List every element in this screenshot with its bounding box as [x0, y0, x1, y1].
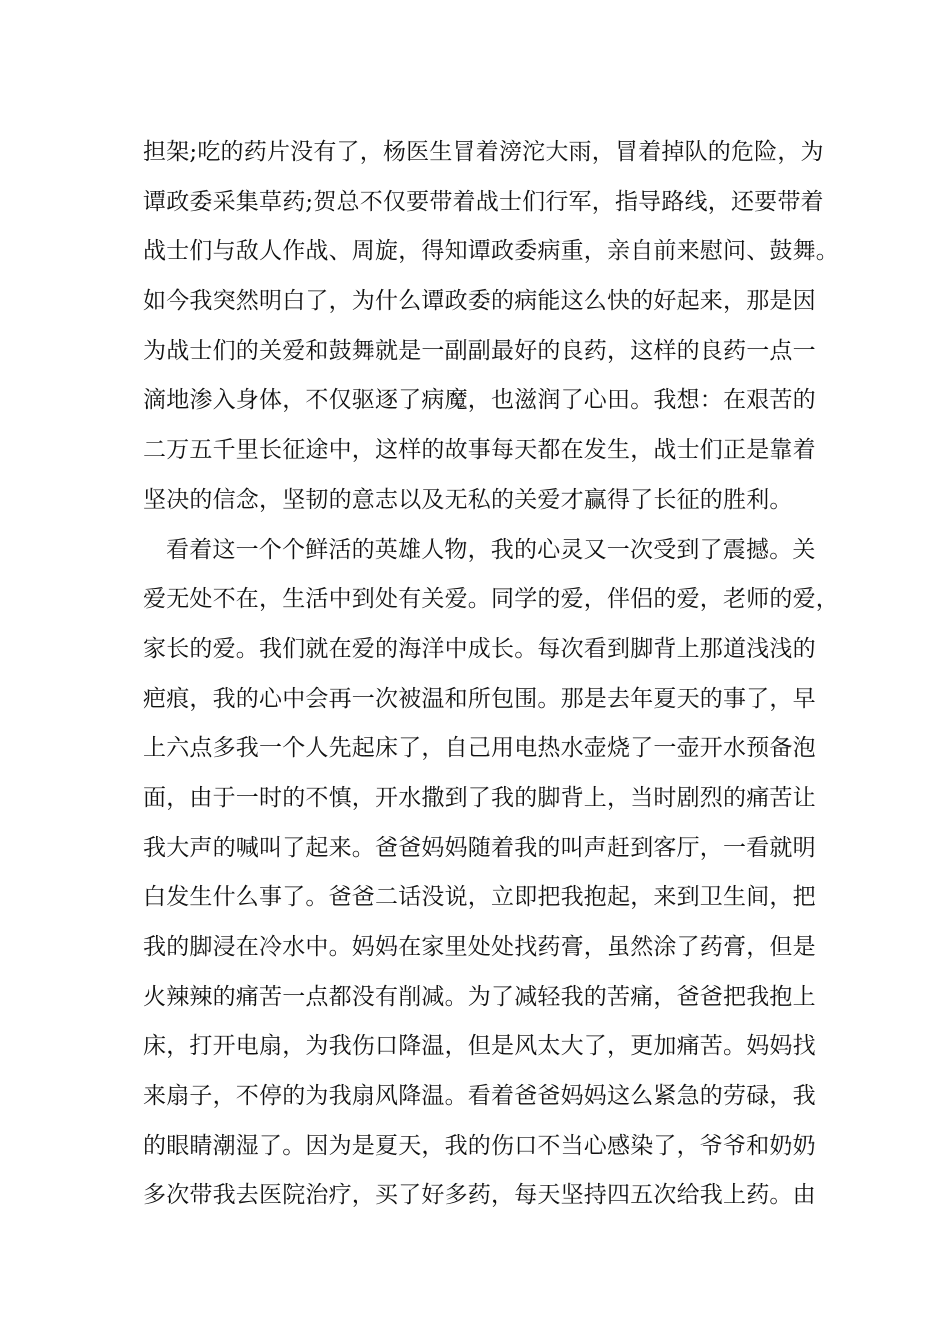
text-line: 为战士们的关爱和鼓舞就是一副副最好的良药，这样的良药一点一: [143, 337, 816, 364]
body-text: [143, 128, 843, 1221]
text-line: 面，由于一时的不慎，开水撒到了我的脚背上，当时剧烈的痛苦让: [143, 784, 816, 811]
text-line: 白发生什么事了。爸爸二话没说，立即把我抱起，来到卫生间，把: [143, 884, 816, 911]
text-line: 上六点多我一个人先起床了，自己用电热水壶烧了一壶开水预备泡: [143, 735, 816, 762]
text-line: 多次带我去医院治疗，买了好多药，每天坚持四五次给我上药。由: [143, 1182, 816, 1209]
text-line: 来扇子，不停的为我扇风降温。看着爸爸妈妈这么紧急的劳碌，我: [143, 1083, 816, 1110]
text-line: 家长的爱。我们就在爱的海洋中成长。每次看到脚背上那道浅浅的: [143, 635, 816, 662]
text-line: 如今我突然明白了，为什么谭政委的病能这么快的好起来，那是因: [143, 288, 816, 315]
text-line: 坚决的信念，坚韧的意志以及无私的关爱才赢得了长征的胜利。: [143, 486, 793, 513]
text-line: 的眼睛潮湿了。因为是夏天，我的伤口不当心感染了，爷爷和奶奶: [143, 1132, 816, 1159]
text-line: 床，打开电扇，为我伤口降温，但是风太大了，更加痛苦。妈妈找: [143, 1033, 816, 1060]
text-line: 谭政委采集草药;贺总不仅要带着战士们行军，指导路线，还要带着: [143, 188, 824, 215]
paragraph-start-line: 看着这一个个鲜活的英雄人物，我的心灵又一次受到了震撼。关: [166, 536, 816, 563]
text-line: 二万五千里长征途中，这样的故事每天都在发生，战士们正是靠着: [143, 437, 816, 464]
text-line: 我大声的喊叫了起来。爸爸妈妈随着我的叫声赶到客厅，一看就明: [143, 834, 816, 861]
text-line: 爱无处不在，生活中到处有关爱。同学的爱，伴侣的爱，老师的爱，: [143, 586, 839, 613]
text-line: 担架;吃的药片没有了，杨医生冒着滂沱大雨，冒着掉队的危险，为: [143, 139, 824, 165]
text-line: 滴地渗入身体，不仅驱逐了病魔，也滋润了心田。我想：在艰苦的: [143, 387, 816, 414]
text-line: 疤痕，我的心中会再一次被温和所包围。那是去年夏天的事了，早: [143, 685, 816, 712]
text-line: 我的脚浸在冷水中。妈妈在家里处处找药膏，虽然涂了药膏，但是: [143, 934, 816, 960]
text-line: 火辣辣的痛苦一点都没有削减。为了减轻我的苦痛，爸爸把我抱上: [143, 983, 816, 1010]
text-line: 战士们与敌人作战、周旋，得知谭政委病重，亲自前来慰问、鼓舞。: [143, 238, 839, 265]
